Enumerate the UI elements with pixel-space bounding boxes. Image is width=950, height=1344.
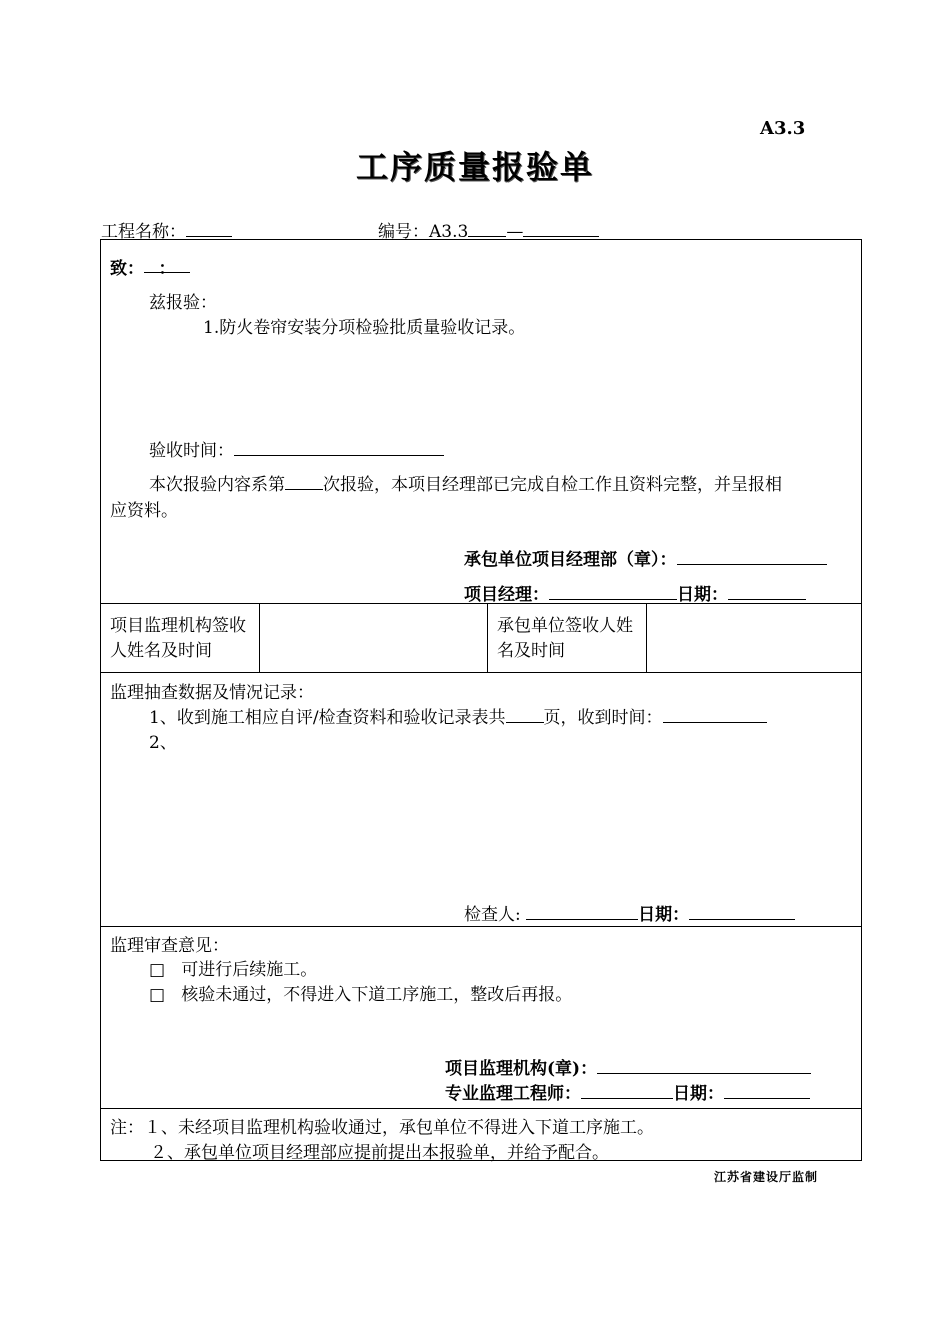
pm-field — [464, 580, 806, 605]
review-option-1-label: 可进行后续施工。 — [181, 960, 318, 980]
inspector-input[interactable] — [526, 901, 638, 920]
divider-3 — [100, 926, 862, 927]
checkbox-2[interactable]: □ — [149, 985, 166, 1005]
submit-item-1: 1.防火卷帘安装分项检验批质量验收记录。 — [203, 318, 526, 338]
submit-label: 兹报验： — [149, 293, 217, 313]
report-statement-line2: 应资料。 — [110, 501, 178, 521]
report-count-input[interactable] — [285, 471, 323, 490]
engineer-label: 专业监理工程师： — [445, 1084, 581, 1104]
to-colon: ： — [158, 259, 176, 279]
col-divider-1 — [259, 603, 260, 672]
contractor-dept-label: 承包单位项目经理部（章）： — [464, 550, 677, 570]
supervision-org-label: 项目监理机构(章)： — [445, 1059, 598, 1079]
pm-label: 项目经理： — [464, 585, 549, 605]
note-2: ２、承包单位项目经理部应提前提出本报验单，并给予配合。 — [150, 1143, 609, 1163]
inspection-item-1-a: 1、收到施工相应自评/检查资料和验收记录表共 — [149, 708, 506, 728]
engineer-date-label: 日期： — [673, 1084, 724, 1104]
supervisor-sign-cell[interactable] — [262, 606, 484, 669]
report-statement-a: 本次报验内容系第 — [149, 475, 285, 495]
engineer-date-input[interactable] — [724, 1080, 810, 1099]
contractor-dept-input[interactable] — [677, 546, 827, 565]
review-heading: 监理审查意见： — [110, 936, 229, 956]
number-prefix: A3.3 — [429, 222, 469, 242]
received-time-input[interactable] — [663, 704, 767, 723]
inspection-item-2: 2、 — [149, 733, 177, 753]
report-statement — [149, 470, 782, 495]
page-count-input[interactable] — [506, 704, 544, 723]
contractor-dept-field — [464, 545, 827, 570]
inspector-date-input[interactable] — [689, 901, 795, 920]
review-option-2 — [149, 980, 572, 1005]
divider-2 — [100, 672, 862, 673]
report-statement-b: 次报验，本项目经理部已完成自检工作且资料完整，并呈报相 — [323, 475, 782, 495]
engineer-field — [445, 1079, 810, 1104]
supervision-org-field — [445, 1054, 811, 1079]
checkbox-1[interactable]: □ — [149, 960, 166, 980]
inspection-heading: 监理抽查数据及情况记录： — [110, 683, 314, 703]
inspector-label: 检查人: — [464, 905, 521, 925]
col-divider-3 — [646, 603, 647, 672]
to-label: 致： — [110, 259, 144, 279]
project-name-input[interactable] — [186, 218, 232, 237]
page-title: 工序质量报验单 — [355, 148, 594, 186]
number-input-2[interactable] — [523, 218, 599, 237]
number-label: 编号： — [378, 222, 429, 242]
to-line — [110, 254, 190, 279]
inspector-date-label: 日期： — [638, 905, 690, 925]
pm-date-input[interactable] — [728, 581, 806, 600]
form-code: A3.3 — [760, 118, 806, 139]
contractor-sign-label: 承包单位签收人姓名及时间 — [497, 616, 633, 661]
supervisor-sign-label: 项目监理机构签收人姓名及时间 — [110, 616, 246, 661]
supervision-org-input[interactable] — [597, 1055, 811, 1074]
accept-time-field — [149, 436, 444, 461]
col-divider-2 — [487, 603, 488, 672]
issuer-footer: 江苏省建设厅监制 — [714, 1170, 819, 1184]
to-input[interactable] — [144, 254, 190, 279]
inspection-item-1-b: 页，收到时间： — [543, 708, 663, 728]
accept-time-input[interactable] — [234, 437, 444, 456]
divider-4 — [100, 1108, 862, 1109]
engineer-input[interactable] — [581, 1080, 673, 1099]
number-dash: — — [506, 222, 524, 242]
inspector-field — [464, 900, 795, 925]
pm-input[interactable] — [549, 581, 677, 600]
project-name-label: 工程名称： — [101, 222, 186, 242]
contractor-sign-cell[interactable] — [649, 606, 859, 669]
inspection-item-1 — [149, 703, 767, 728]
note-1: 注：１、未经项目监理机构验收通过，承包单位不得进入下道工序施工。 — [110, 1118, 654, 1138]
review-option-1 — [149, 955, 317, 980]
review-option-2-label: 核验未通过，不得进入下道工序施工，整改后再报。 — [181, 985, 573, 1005]
number-input-1[interactable] — [468, 218, 506, 237]
pm-date-label: 日期： — [677, 585, 728, 605]
accept-time-label: 验收时间： — [149, 441, 234, 461]
